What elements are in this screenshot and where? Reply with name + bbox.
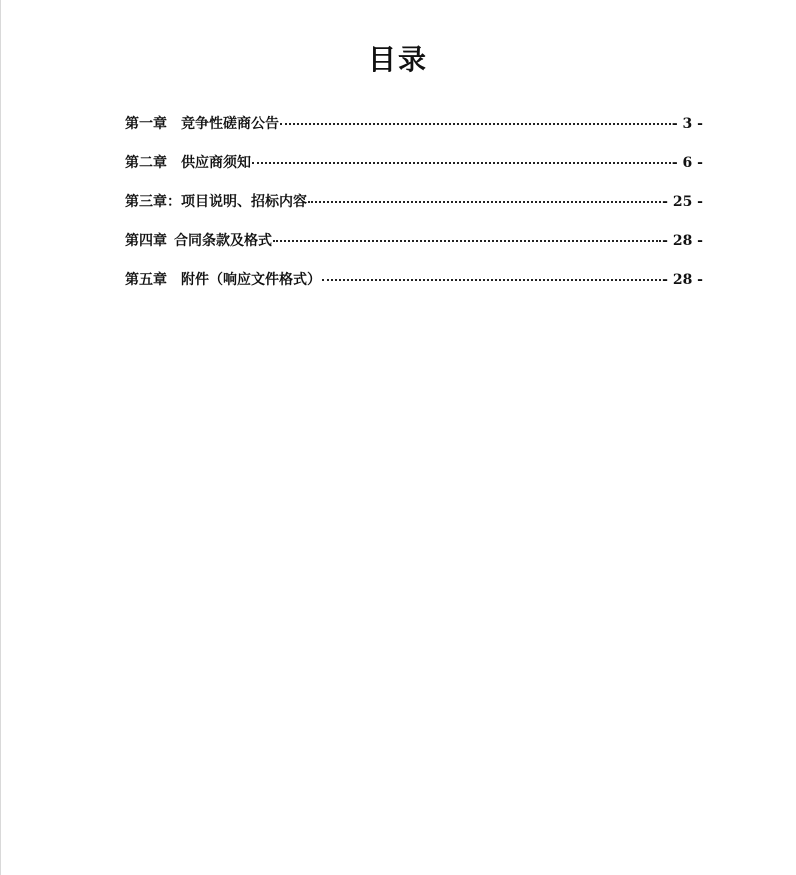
toc-chapter-label: 第三章： xyxy=(125,194,181,210)
toc-page-number: - 6 - xyxy=(671,155,703,171)
table-of-contents xyxy=(125,113,703,308)
toc-chapter-label: 第五章 xyxy=(125,272,167,288)
page-edge xyxy=(0,0,1,875)
toc-entry-chapter-1[interactable] xyxy=(125,113,703,152)
toc-chapter-label: 第一章 xyxy=(125,116,167,132)
toc-entry-chapter-5[interactable] xyxy=(125,269,703,308)
toc-chapter-label: 第四章 xyxy=(125,233,167,249)
toc-chapter-title: 供应商须知 xyxy=(181,155,251,171)
toc-page-number: - 28 - xyxy=(662,272,703,288)
dot-leader xyxy=(252,162,671,164)
toc-chapter-label: 第二章 xyxy=(125,155,167,171)
page-title: 目录 xyxy=(367,43,428,76)
toc-chapter-title: 项目说明、招标内容 xyxy=(181,194,307,210)
dot-leader xyxy=(273,240,661,242)
toc-page-number: - 28 - xyxy=(662,233,703,249)
dot-leader xyxy=(280,123,671,125)
toc-chapter-title: 竞争性磋商公告 xyxy=(181,116,279,132)
toc-entry-chapter-3[interactable] xyxy=(125,191,703,230)
toc-page-number: - 25 - xyxy=(662,194,703,210)
toc-page-number: - 3 - xyxy=(671,116,703,132)
toc-entry-chapter-2[interactable] xyxy=(125,152,703,191)
dot-leader xyxy=(322,279,661,281)
toc-chapter-title: 附件（响应文件格式） xyxy=(181,272,321,288)
dot-leader xyxy=(308,201,661,203)
toc-chapter-title: 合同条款及格式 xyxy=(174,233,272,249)
toc-entry-chapter-4[interactable] xyxy=(125,230,703,269)
